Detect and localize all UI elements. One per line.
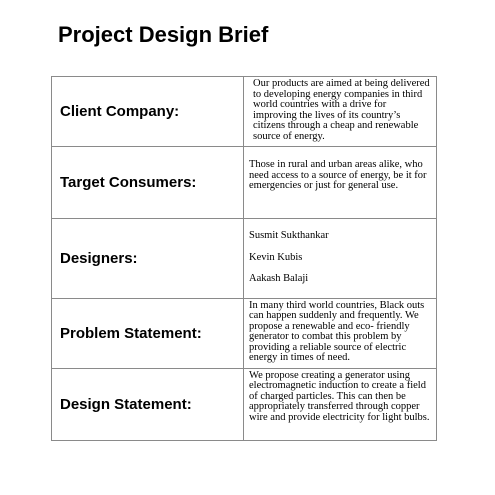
- design-brief-table: [51, 76, 437, 441]
- table-row-client-company: [52, 77, 437, 147]
- problem-statement-value: [244, 298, 437, 368]
- client-company-text: Our products are aimed at being delivered to developing energy companies in third world countries with a drive for improving the lives of its country’s citizens through a cheap and renewable source of energy.: [253, 78, 430, 142]
- design-statement-text: We propose creating a generator using electromagnetic induction to create a field of charged particles. This can then be appropriately transferred through copper wire and provide electricity for light bulbs.: [249, 369, 430, 423]
- design-statement-label: Design Statement:: [52, 368, 244, 440]
- table-row-design-statement: [52, 368, 437, 440]
- problem-statement-text: In many third world countries, Black outs can happen suddenly and frequently. We propose a renewable and eco- friendly generator to combat this problem by providing a reliable source of electric energy in times of need.: [249, 299, 425, 363]
- problem-statement-label: Problem Statement:: [52, 298, 244, 368]
- designer-name: Kevin Kubis: [249, 251, 303, 263]
- table-row-designers: [52, 219, 437, 299]
- design-statement-value: [244, 368, 437, 440]
- target-consumers-value: [244, 147, 437, 219]
- client-company-value: [244, 77, 437, 147]
- target-consumers-text: Those in rural and urban areas alike, who need access to a source of energy, be it for emergencies or just for general use.: [249, 159, 427, 191]
- page-title: Project Design Brief: [58, 22, 269, 47]
- table-row-target-consumers: [52, 147, 437, 219]
- designer-name: Susmit Sukthankar: [249, 230, 329, 241]
- table-row-problem-statement: [52, 298, 437, 368]
- designer-name: Aakash Balaji: [249, 273, 309, 284]
- designers-label: Designers:: [52, 219, 244, 299]
- designers-value: [244, 219, 437, 299]
- client-company-label: Client Company:: [52, 77, 244, 147]
- target-consumers-label: Target Consumers:: [52, 147, 244, 219]
